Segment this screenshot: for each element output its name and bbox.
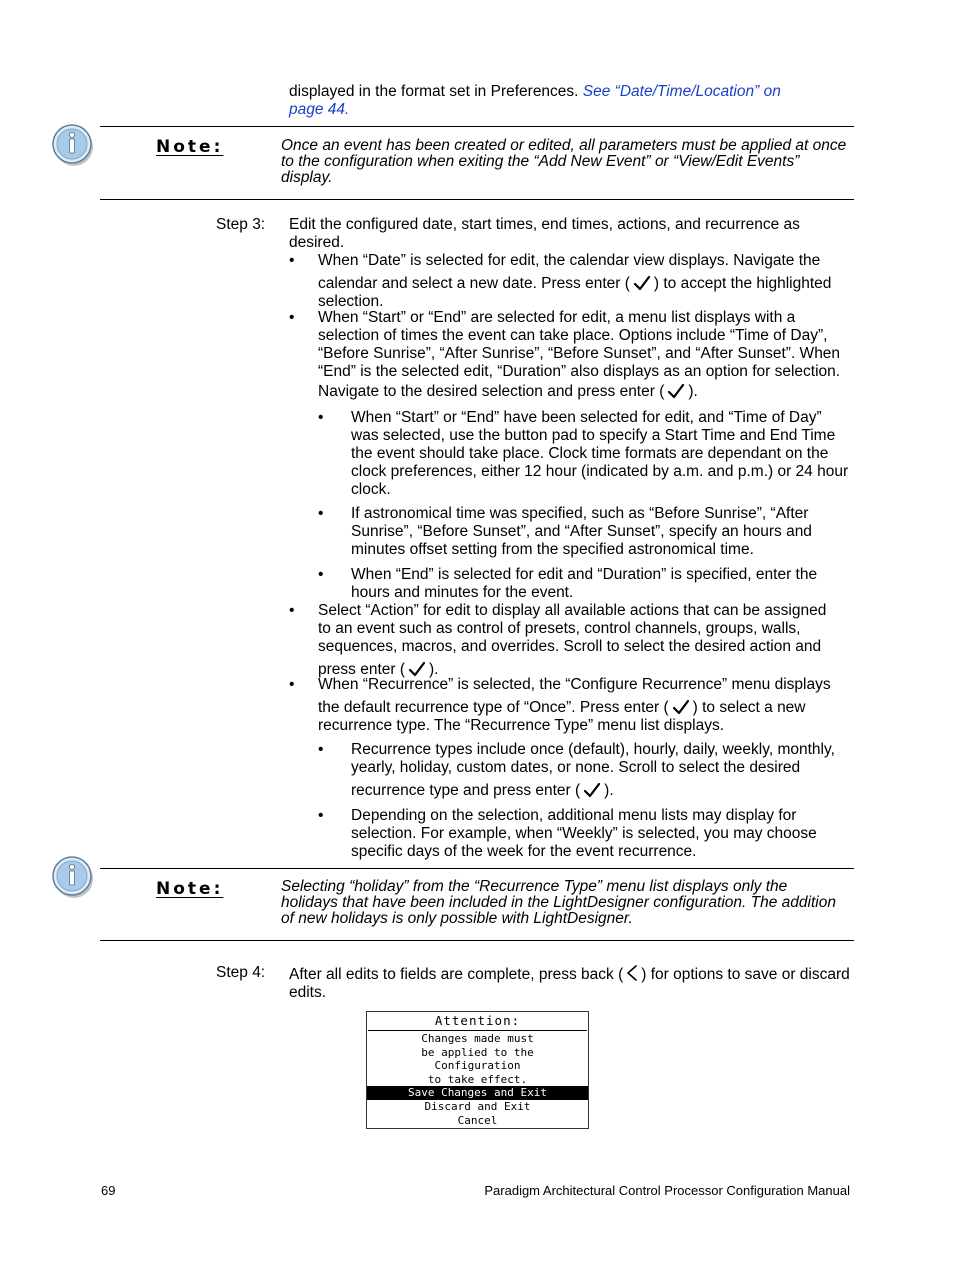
enter-check-icon [667,382,685,400]
sub-bullet: • [318,807,324,824]
bullet-start-end-edit: When “Start” or “End” are selected for edit, a menu list displays with a selection of times the event can take place. Options include “Time of Day”, “Before Sunrise”, “After Sunrise”, “Before Sunset”, and “After Sunset”. When “End” is the selected edit, “Duration” also displays as an option for selection. Navigate to the desired selection and press enter ( ). [318,309,841,400]
enter-check-icon [672,698,690,716]
note-label: Note: [156,879,224,899]
note-top-rule [100,126,854,127]
sub-bullet: • [318,741,324,758]
bullet-action-edit: Select “Action” for edit to display all available actions that can be assigned to an event such as control of presets, control channels, groups, walls, sequences, macros, and overrides. Scroll to select the desired action and press enter ( ). [318,602,827,678]
sub-bullet: • [318,409,324,426]
page-44-link[interactable]: page 44. [289,101,350,118]
lcd-message-line: to take effect. [427,1072,528,1086]
sub-bullet-additional-menus: Depending on the selection, additional menu lists may display for selection. For example, when “Weekly” is selected, you may choose specific days of the week for the event recurrence. [351,807,817,860]
enter-check-icon [633,274,651,292]
step-3-label: Step 3: [216,216,266,233]
sub-bullet-recurrence-types: Recurrence types include once (default), hourly, daily, weekly, monthly, yearly, holiday, custom dates, or none. Scroll to select the desired recurrence type and press enter ( ). [351,741,835,799]
note-bottom-rule [100,940,854,941]
lcd-option-discard-and-exit[interactable]: Discard and Exit [424,1099,531,1113]
lcd-title: Attention: [368,1012,587,1031]
sub-bullet-duration: When “End” is selected for edit and “Duration” is specified, enter the hours and minutes for the event. [351,566,818,601]
lcd-attention-screen [366,1011,589,1129]
note-label: Note: [156,137,224,157]
lcd-option-cancel[interactable]: Cancel [457,1113,498,1127]
step-3-text: Edit the configured date, start times, end times, actions, and recurrence as desired. [289,216,800,251]
see-date-time-location-link[interactable]: See “Date/Time/Location” on [582,83,781,100]
intro-text: displayed in the format set in Preferences. [289,83,583,100]
bullet: • [289,602,295,619]
bullet: • [289,309,295,326]
sub-bullet-time-of-day: When “Start” or “End” have been selected for edit, and “Time of Day” was selected, use the button pad to specify a Start Time and End Time the event should take place. Clock time formats are dependant on the clock preferences, either 12 hour (indicated by a.m. and p.m.) or 24 hour clock. [351,409,849,498]
bullet-recurrence-edit: When “Recurrence” is selected, the “Configure Recurrence” menu displays the default recurrence type of “Once”. Press enter ( ) to select a new recurrence type. The “Recurrence Type” menu list displays. [318,676,831,734]
manual-title: Paradigm Architectural Control Processor Configuration Manual [484,1183,850,1198]
lcd-option-save-and-exit[interactable]: Save Changes and Exit [367,1086,588,1100]
intro-paragraph [289,83,849,119]
page-number: 69 [101,1183,116,1198]
step-4-text: After all edits to fields are complete, press back ( ) for options to save or discard edits. [289,966,850,1001]
sub-bullet-astronomical: If astronomical time was specified, such as “Before Sunrise”, “After Sunrise”, “Before Sunset”, and “After Sunset”, specify an hours and minutes offset setting from the specified astronomical time. [351,505,812,558]
info-note-icon [50,122,96,168]
step-4-label: Step 4: [216,964,266,981]
note-top-rule [100,868,854,869]
note-text: Selecting “holiday” from the “Recurrence Type” menu list displays only the holidays that have been included in the LightDesigner configuration. The addition of new holidays is only possible with LightDesigner. [281,878,836,927]
lcd-message-line: Changes made must [421,1032,534,1045]
lcd-message-line: Configuration [434,1059,521,1073]
note-bottom-rule [100,199,854,200]
lcd-message-line: be applied to the [421,1045,534,1059]
enter-check-icon [583,781,601,799]
sub-bullet: • [318,566,324,583]
bullet: • [289,676,295,693]
info-note-icon [50,854,96,900]
bullet: • [289,252,295,269]
bullet-date-edit: When “Date” is selected for edit, the calendar view displays. Navigate the calendar and select a new date. Press enter ( ) to accept the highlighted selection. [318,252,832,310]
sub-bullet: • [318,505,324,522]
back-chevron-icon [625,964,639,982]
note-text: Once an event has been created or edited, all parameters must be applied at once to the configuration when exiting the “Add New Event” or “View/Edit Events” display. [281,137,847,186]
